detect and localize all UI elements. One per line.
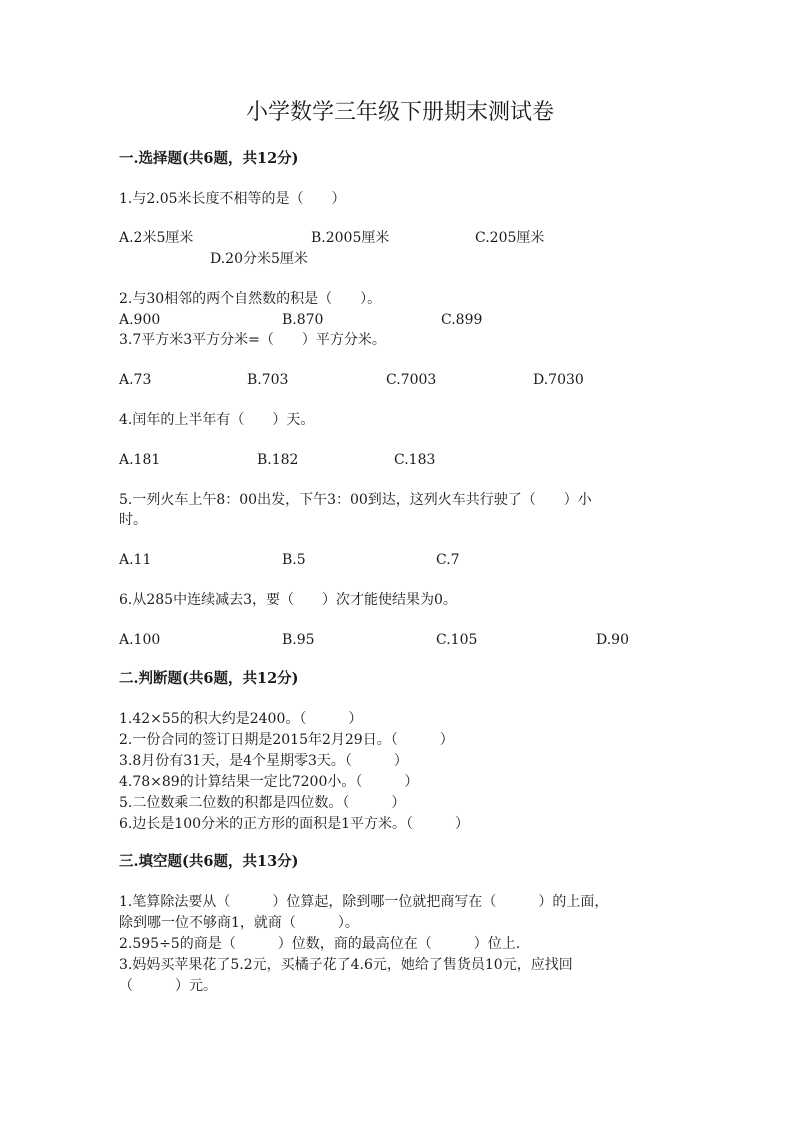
fill-blank-line: 2.595÷5的商是（ ）位数，商的最高位在（ ）位上.	[119, 936, 521, 952]
question-3-option-c: C.7003	[386, 372, 437, 388]
question-1-option-a: A.2米5厘米	[119, 230, 194, 246]
question-3-stem: 3.7平方米3平方分米=（ ）平方分米。	[119, 332, 386, 348]
question-1-option-b: B.2005厘米	[311, 230, 390, 246]
question-5-option-c: C.7	[436, 552, 460, 568]
question-3-option-a: A.73	[119, 372, 152, 388]
question-6-option-a: A.100	[119, 632, 161, 648]
judgement-item: 1.42×55的积大约是2400。（ ）	[119, 711, 363, 727]
question-3-option-b: B.703	[247, 372, 289, 388]
section-heading-fill-blank: 三.填空题(共6题，共13分)	[119, 853, 299, 870]
question-4-stem: 4.闰年的上半年有（ ）天。	[119, 412, 315, 428]
question-4-option-c: C.183	[394, 452, 436, 468]
question-6-stem: 6.从285中连续减去3，要（ ）次才能使结果为0。	[119, 592, 457, 608]
section-heading-choice: 一.选择题(共6题，共12分)	[119, 150, 299, 167]
question-1-option-c: C.205厘米	[475, 230, 545, 246]
question-2-option-b: B.870	[282, 312, 324, 328]
question-5-stem-line2: 时。	[119, 512, 147, 528]
fill-blank-line: 1.笔算除法要从（ ）位算起，除到哪一位就把商写在（ ）的上面，	[119, 894, 609, 910]
question-6-option-b: B.95	[282, 632, 315, 648]
question-2-option-a: A.900	[119, 312, 161, 328]
question-2-option-c: C.899	[441, 312, 483, 328]
question-1-option-d: D.20分米5厘米	[210, 251, 308, 267]
question-2-stem: 2.与30相邻的两个自然数的积是（ ）。	[119, 291, 382, 307]
question-5-option-a: A.11	[119, 552, 152, 568]
fill-blank-line: （ ）元。	[119, 978, 217, 994]
question-6-option-d: D.90	[596, 632, 629, 648]
question-1-stem: 1.与2.05米长度不相等的是（ ）	[119, 191, 346, 207]
judgement-item: 5.二位数乘二位数的积都是四位数。（ ）	[119, 795, 406, 811]
judgement-item: 2.一份合同的签订日期是2015年2月29日。（ ）	[119, 732, 454, 748]
section-heading-judgement: 二.判断题(共6题，共12分)	[119, 670, 299, 687]
question-6-option-c: C.105	[436, 632, 478, 648]
page-title: 小学数学三年级下册期末测试卷	[245, 100, 554, 125]
fill-blank-line: 3.妈妈买苹果花了5.2元，买橘子花了4.6元，她给了售货员10元，应找回	[119, 957, 573, 973]
question-3-option-d: D.7030	[533, 372, 584, 388]
fill-blank-line: 除到哪一位不够商1，就商（ ）。	[119, 915, 359, 931]
question-4-option-a: A.181	[119, 452, 161, 468]
question-4-option-b: B.182	[257, 452, 299, 468]
question-5-option-b: B.5	[282, 552, 306, 568]
question-5-stem-line1: 5.一列火车上午8：00出发，下午3：00到达，这列火车共行驶了（ ）小	[119, 492, 592, 508]
judgement-item: 4.78×89的计算结果一定比7200小。（ ）	[119, 774, 419, 790]
judgement-item: 3.8月份有31天，是4个星期零3天。（ ）	[119, 753, 408, 769]
judgement-item: 6.边长是100分米的正方形的面积是1平方米。（ ）	[119, 816, 469, 832]
